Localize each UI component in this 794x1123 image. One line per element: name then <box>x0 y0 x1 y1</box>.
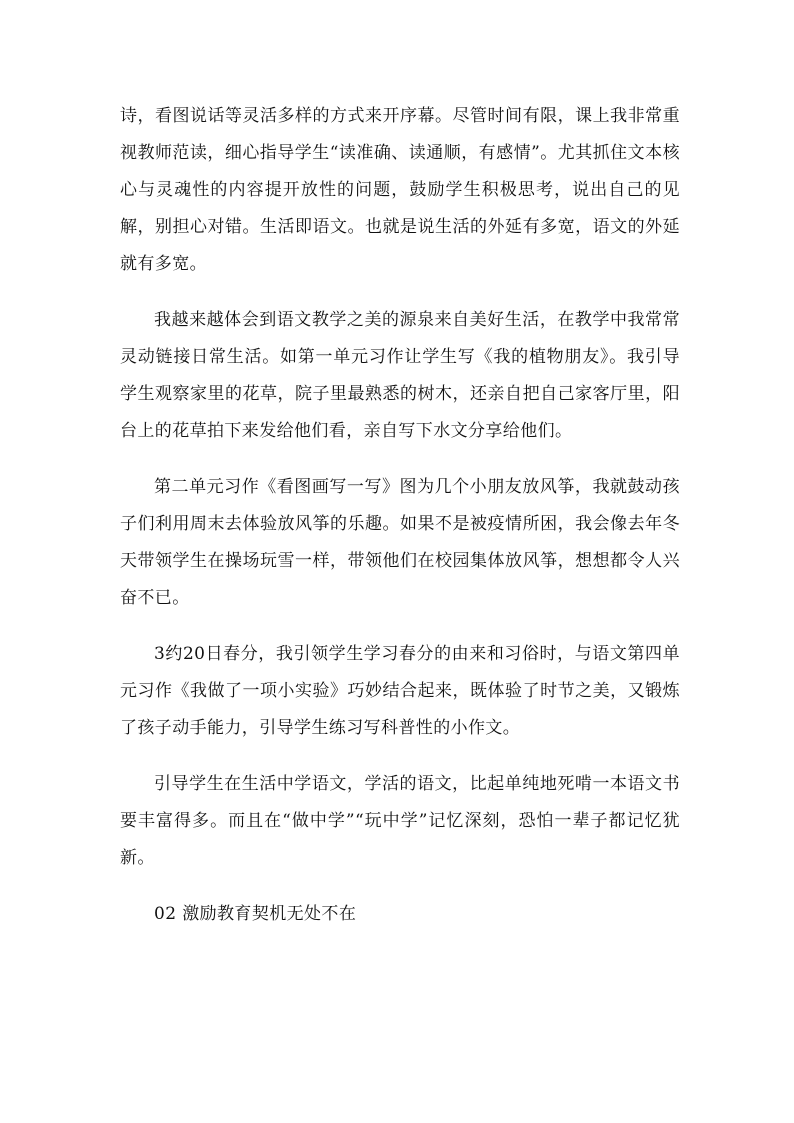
paragraph-5: 引导学生在生活中学语文，学活的语文，比起单纯地死啃一本语文书要丰富得多。而且在“做中学”“玩中学”记忆深刻，恐怕一辈子都记忆犹新。 <box>120 774 680 868</box>
document-body <box>120 98 680 933</box>
paragraph-2: 我越来越体会到语文教学之美的源泉来自美好生活，在教学中我常常灵动链接日常生活。如第一单元习作让学生写《我的植物朋友》。我引导学生观察家里的花草，院子里最熟悉的树木，还亲自把自己家客厅里，阳台上的花草拍下来发给他们看，亲自写下水文分享给他们。 <box>120 310 680 441</box>
paragraph-4: 3约20日春分，我引领学生学习春分的由来和习俗时，与语文第四单元习作《我做了一项小实验》巧妙结合起来，既体验了时节之美，又锻炼了孩子动手能力，引导学生练习写科普性的小作文。 <box>120 644 680 738</box>
section-heading: 02 激励教育契机无处不在 <box>154 904 357 924</box>
paragraph-1: 诗，看图说话等灵活多样的方式来开序幕。尽管时间有限，课上我非常重视教师范读，细心指导学生“读准确、读通顺，有感情”。尤其抓住文本核心与灵魂性的内容提开放性的问题，鼓励学生积极思考，说出自己的见解，别担心对错。生活即语文。也就是说生活的外延有多宽，语文的外延就有多宽。 <box>120 106 680 274</box>
paragraph-3: 第二单元习作《看图画写一写》图为几个小朋友放风筝，我就鼓动孩子们利用周末去体验放风筝的乐趣。如果不是被疫情所困，我会像去年冬天带领学生在操场玩雪一样，带领他们在校园集体放风筝，想想都令人兴奋不已。 <box>120 477 680 608</box>
